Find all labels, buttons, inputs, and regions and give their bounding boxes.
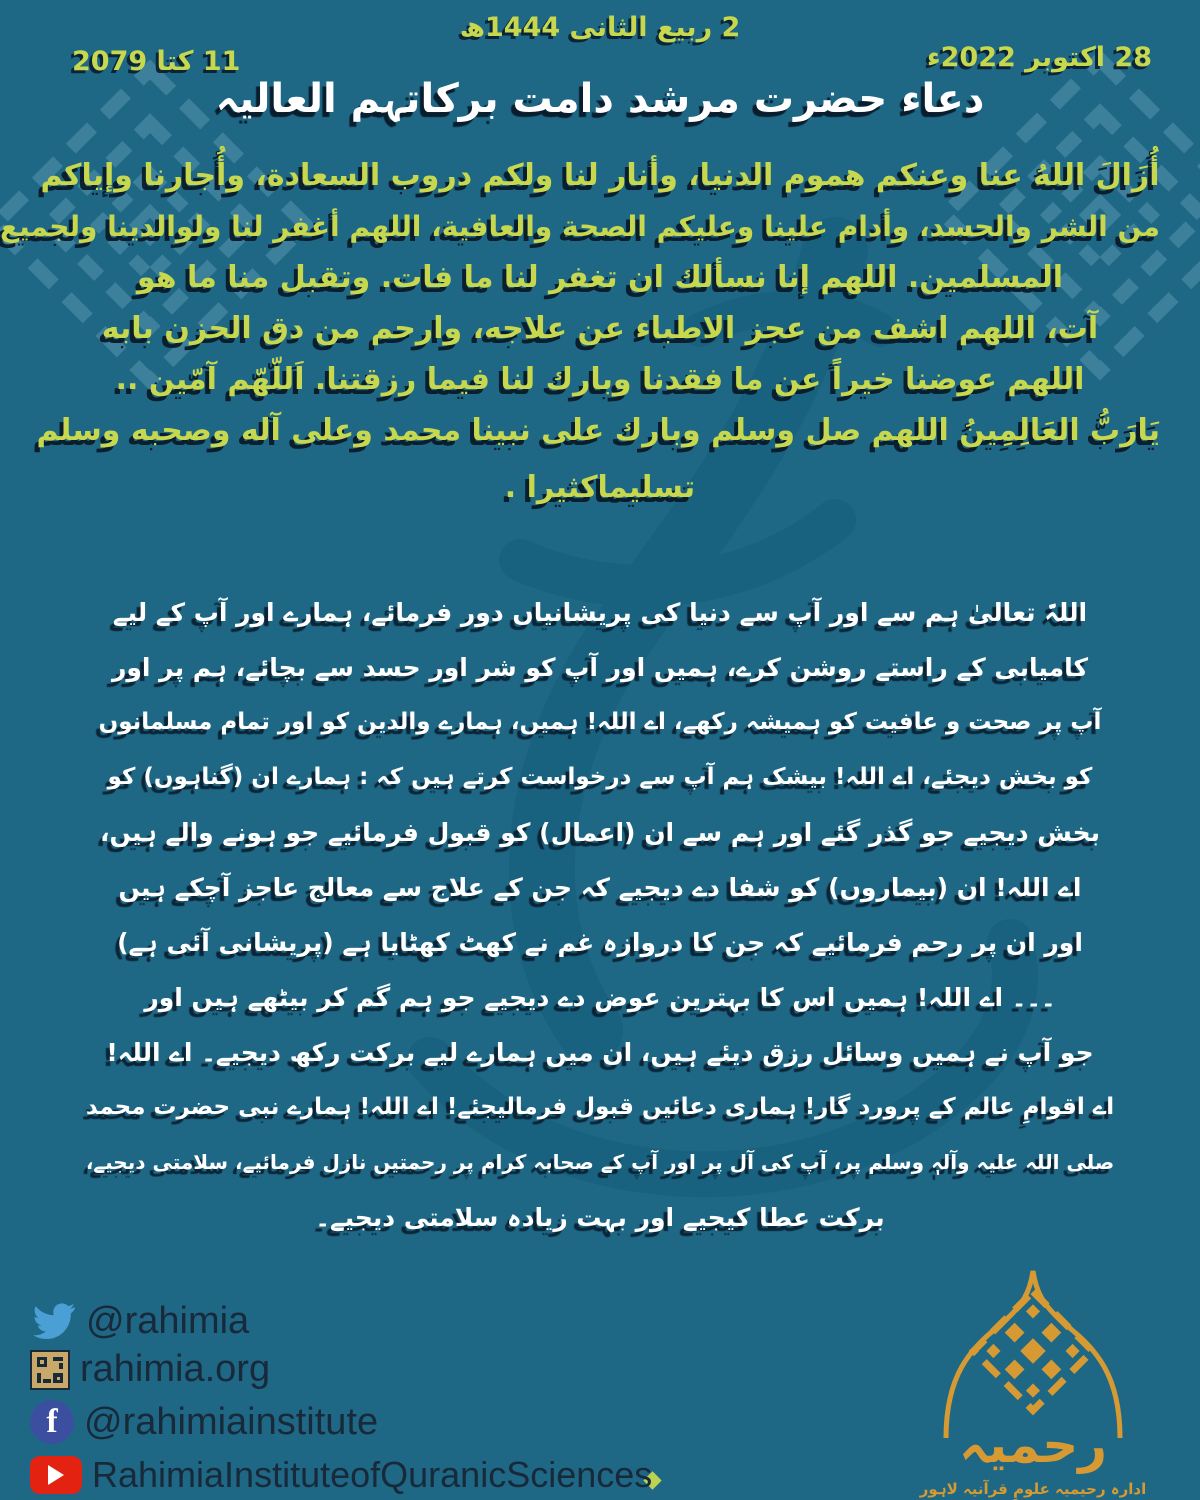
arabic-line: المسلمين. اللهم إنا نسألك ان تغفر لنا ما فات. وتقبل منا ما هو <box>136 260 1064 295</box>
logo-subtitle: ادارہ رحیمیہ علومِ قرآنیہ لاہور <box>919 1480 1147 1498</box>
urdu-line: جو آپ نے ہمیں وسائل رزق دیئے ہیں، ان میں ہمارے لیے برکت رکھ دیجیے۔ اے اللہ! <box>106 1038 1094 1067</box>
urdu-line: ۔۔۔ اے اللہ! ہمیں اس کا بہترین عوض دے دیجیے جو ہم گم کر بیٹھے ہیں اور <box>144 983 1056 1012</box>
website-link[interactable] <box>30 1348 270 1391</box>
urdu-line: اے اقوامِ عالم کے پرورد گار! ہماری دعائیں قبول فرمالیجئے! اے اللہ! ہمارے نبی حضرت محمد <box>85 1094 1115 1120</box>
arabic-line: يَارَبُّ العَالِمِينُ اللهم صل وسلم وبارك على نبينا محمد وعلى آله وصحبه وسلم <box>36 413 1160 448</box>
facebook-handle: @rahimiainstitute <box>84 1400 379 1443</box>
twitter-icon <box>30 1298 76 1344</box>
logo-name-calligraphy: رحمیہ <box>958 1416 1108 1474</box>
gregorian-date: 28 اکتوبر 2022ء <box>926 42 1152 73</box>
arabic-line: من الشر والحسد، وأدام علينا وعليكم الصحة والعافية، اللهم أغفر لنا ولوالدينا ولجميع <box>0 210 1160 243</box>
hijri-date: 2 ربیع الثانی 1444ھ <box>459 12 741 43</box>
page-title: دعاء حضرت مرشد دامت برکاتہم العالیہ <box>215 76 985 122</box>
arabic-line: أُزَالَ اللهُ عنا وعنكم هموم الدنيا، وأنار لنا ولكم دروب السعادة، وأُجارنا وإياكم <box>40 158 1160 193</box>
youtube-link[interactable] <box>30 1454 652 1496</box>
arabic-line: آت، اللهم اشف من عجز الاطباء عن علاجه، وارحم من دق الحزن بابه <box>101 311 1099 346</box>
twitter-handle: @rahimia <box>86 1299 250 1342</box>
urdu-line: کامیابی کے راستے روشن کرے، ہمیں اور آپ کو شر اور حسد سے بچائے، ہم پر اور <box>111 653 1089 682</box>
urdu-line: آپ پر صحت و عافیت کو ہمیشہ رکھے، اے اللہ! ہمیں، ہمارے والدین کو اور تمام مسلمانوں <box>98 709 1102 735</box>
urdu-line: برکت عطا کیجیے اور بہت زیادہ سلامتی دیجیے۔ <box>315 1203 885 1232</box>
bikrami-date: 11 کتا 2079 <box>72 46 241 77</box>
youtube-channel: RahimiaInstituteofQuranicSciences <box>92 1454 653 1495</box>
arabic-line: تسليماكثيرا . <box>504 470 696 505</box>
urdu-line: اے اللہ! ان (بیماروں) کو شفا دے دیجیے کہ جن کے علاج سے معالج عاجز آچکے ہیں <box>118 873 1082 902</box>
urdu-line: صلی اللہ علیہ وآلہٖ وسلم پر، آپ کی آل پر اور آپ کے صحابہ کرام پر رحمتیں نازل فرمائیے، سلامتی دیجیے، <box>85 1150 1115 1174</box>
urdu-line: اور ان پر رحم فرمائیے کہ جن کا دروازہ غم نے کھٹ کھٹایا ہے (پریشانی آئی ہے) <box>117 928 1083 957</box>
facebook-link[interactable] <box>30 1400 378 1444</box>
twitter-link[interactable] <box>30 1298 249 1344</box>
arabic-line: اللهم عوضنا خيراً عن ما فقدنا وبارك لنا فيما رزقتنا. اَللّهّم آمّين .. <box>115 362 1085 397</box>
urdu-line: بخش دیجیے جو گذر گئے اور ہم سے ان (اعمال) کو قبول فرمائیے جو ہونے والے ہیں، <box>100 818 1100 847</box>
rahimia-logo <box>918 1263 1148 1498</box>
website-url: rahimia.org <box>80 1348 271 1390</box>
urdu-line: اللہّ تعالیٰ ہم سے اور آپ سے دنیا کی پریشانیاں دور فرمائے، ہمارے اور آپ کے لیے <box>112 598 1088 627</box>
arabic-prayer <box>0 150 1160 513</box>
website-icon <box>30 1350 70 1390</box>
logo-arch-icon <box>928 1263 1138 1438</box>
facebook-icon: f <box>30 1400 74 1444</box>
urdu-translation <box>20 585 1180 1245</box>
youtube-icon <box>30 1456 82 1494</box>
urdu-line: کو بخش دیجئے، اے اللہ! بیشک ہم آپ سے درخواست کرتے ہیں کہ : ہمارے ان (گناہوں) کو <box>107 764 1093 790</box>
